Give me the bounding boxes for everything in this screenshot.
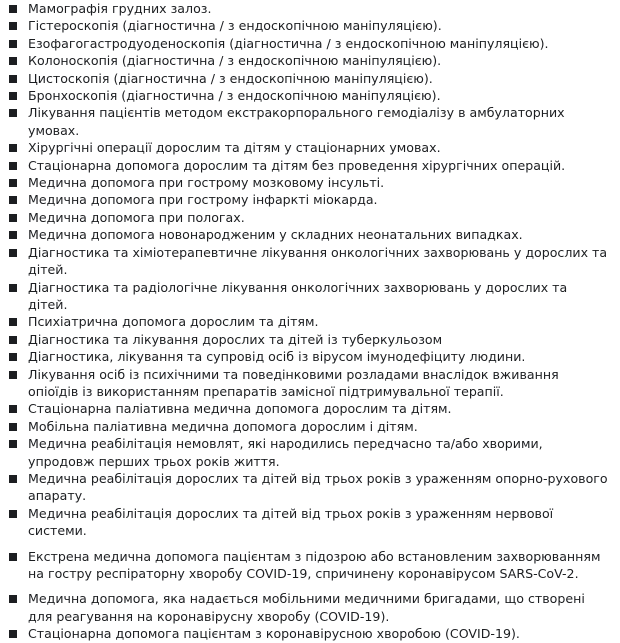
list-item-text: Діагностика, лікування та супровід осіб із вірусом імунодефіциту людини. — [28, 349, 526, 365]
list-item — [3, 366, 608, 401]
list-item-text: Діагностика та хіміотерапевтичне лікування онкологічних захворювань у дорослих та дітей. — [28, 244, 608, 278]
square-bullet-icon — [9, 318, 17, 326]
list-item — [3, 435, 608, 470]
square-bullet-icon — [9, 630, 17, 638]
list-item — [3, 470, 608, 505]
list-item-text: Стаціонарна паліативна медична допомога дорослим та дітям. — [28, 401, 452, 417]
square-bullet-icon — [9, 40, 17, 48]
list-item — [3, 35, 608, 52]
list-item — [3, 590, 608, 625]
square-bullet-icon — [9, 371, 17, 379]
list-item-text: Медична допомога, яка надається мобільними медичними бригадами, що створені для реагування на коронавірусну хворобу (COVID-19). — [28, 591, 585, 624]
list-item — [3, 52, 608, 69]
list-item-text: Бронхоскопія (діагностична / з ендоскопічною маніпуляцією). — [28, 88, 441, 104]
list-item — [3, 625, 608, 642]
list-item — [3, 191, 608, 208]
list-item — [3, 331, 608, 348]
list-item — [3, 505, 608, 540]
list-item — [3, 70, 608, 87]
list-item-text: Діагностика та лікування дорослих та дітей із туберкульозом — [28, 331, 443, 347]
square-bullet-icon — [9, 553, 17, 561]
list-item — [3, 209, 608, 226]
list-item-text: Хірургічні операції дорослим та дітям у стаціонарних умовах. — [28, 140, 441, 156]
list-item — [3, 279, 608, 314]
square-bullet-icon — [9, 22, 17, 30]
square-bullet-icon — [9, 57, 17, 65]
list-item-text: Медична реабілітація дорослих та дітей від трьох років з ураженням нервової системи. — [28, 505, 554, 539]
list-item-text: Гістероскопія (діагностична / з ендоскопічною маніпуляцією). — [28, 18, 442, 34]
list-item-text: Медична допомога при гострому мозковому інсульті. — [28, 175, 385, 191]
list-item-text: Колоноскопія (діагностична / з ендоскопічною маніпуляцією). — [28, 53, 442, 69]
list-item — [3, 418, 608, 435]
list-item-text: Медична допомога при гострому інфаркті міокарда. — [28, 192, 378, 208]
list-item — [3, 104, 608, 139]
list-item-text: Екстрена медична допомога пацієнтам з підозрою або встановленим захворюванням на гостру респіраторну хворобу COVID-19, спричинену коронавірусом SARS-CoV-2. — [28, 548, 601, 581]
list-item — [3, 0, 608, 17]
list-item — [3, 226, 608, 243]
square-bullet-icon — [9, 162, 17, 170]
list-item-text: Медична допомога при пологах. — [28, 209, 245, 225]
list-item-text: Цистоскопія (діагностична / з ендоскопічною маніпуляцією). — [28, 70, 433, 86]
square-bullet-icon — [9, 353, 17, 361]
square-bullet-icon — [9, 510, 17, 518]
square-bullet-icon — [9, 144, 17, 152]
list-item-text: Психіатрична допомога дорослим та дітям. — [28, 314, 319, 330]
list-item — [3, 87, 608, 104]
list-item — [3, 548, 608, 583]
list-item-text: Езофагогастродуоденоскопія (діагностична / з ендоскопічною маніпуляцією). — [28, 35, 549, 51]
list-item-text: Медична допомога новонародженим у складних неонатальних випадках. — [28, 227, 523, 243]
list-item-text: Лікування пацієнтів методом екстракорпорального гемодіалізу в амбулаторних умовах. — [28, 105, 565, 138]
list-item — [3, 139, 608, 156]
list-item-text: Лікування осіб із психічними та поведінковими розладами внаслідок вживання опіоїдів із використанням препаратів замісної підтримувальної терапії. — [28, 366, 559, 399]
list-item — [3, 174, 608, 191]
square-bullet-icon — [9, 440, 17, 448]
square-bullet-icon — [9, 595, 17, 603]
square-bullet-icon — [9, 423, 17, 431]
list-item — [3, 313, 608, 330]
square-bullet-icon — [9, 284, 17, 292]
list-item — [3, 157, 608, 174]
list-item — [3, 348, 608, 365]
list-item-text: Мобільна паліативна медична допомога дорослим і дітям. — [28, 418, 418, 434]
list-item-text: Медична реабілітація дорослих та дітей від трьох років з ураженням опорно-рухового апарату. — [28, 470, 608, 504]
square-bullet-icon — [9, 92, 17, 100]
list-item-text: Медична реабілітація немовлят, які народились передчасно та/або хворими, упродовж перших трьох років життя. — [28, 436, 543, 469]
list-item-text: Мамографія грудних залоз. — [28, 1, 212, 16]
square-bullet-icon — [9, 109, 17, 117]
square-bullet-icon — [9, 5, 17, 13]
list-item — [3, 17, 608, 34]
square-bullet-icon — [9, 249, 17, 257]
square-bullet-icon — [9, 405, 17, 413]
square-bullet-icon — [9, 231, 17, 239]
square-bullet-icon — [9, 75, 17, 83]
list-item-text: Стаціонарна допомога дорослим та дітям без проведення хірургічних операцій. — [28, 157, 566, 173]
list-item — [3, 244, 608, 279]
square-bullet-icon — [9, 336, 17, 344]
square-bullet-icon — [9, 179, 17, 187]
square-bullet-icon — [9, 214, 17, 222]
list-item-text: Стаціонарна допомога пацієнтам з коронавірусною хворобою (COVID-19). — [28, 626, 520, 642]
square-bullet-icon — [9, 196, 17, 204]
list-item-text: Діагностика та радіологічне лікування онкологічних захворювань у дорослих та дітей. — [28, 279, 568, 312]
square-bullet-icon — [9, 475, 17, 483]
list-item — [3, 400, 608, 417]
